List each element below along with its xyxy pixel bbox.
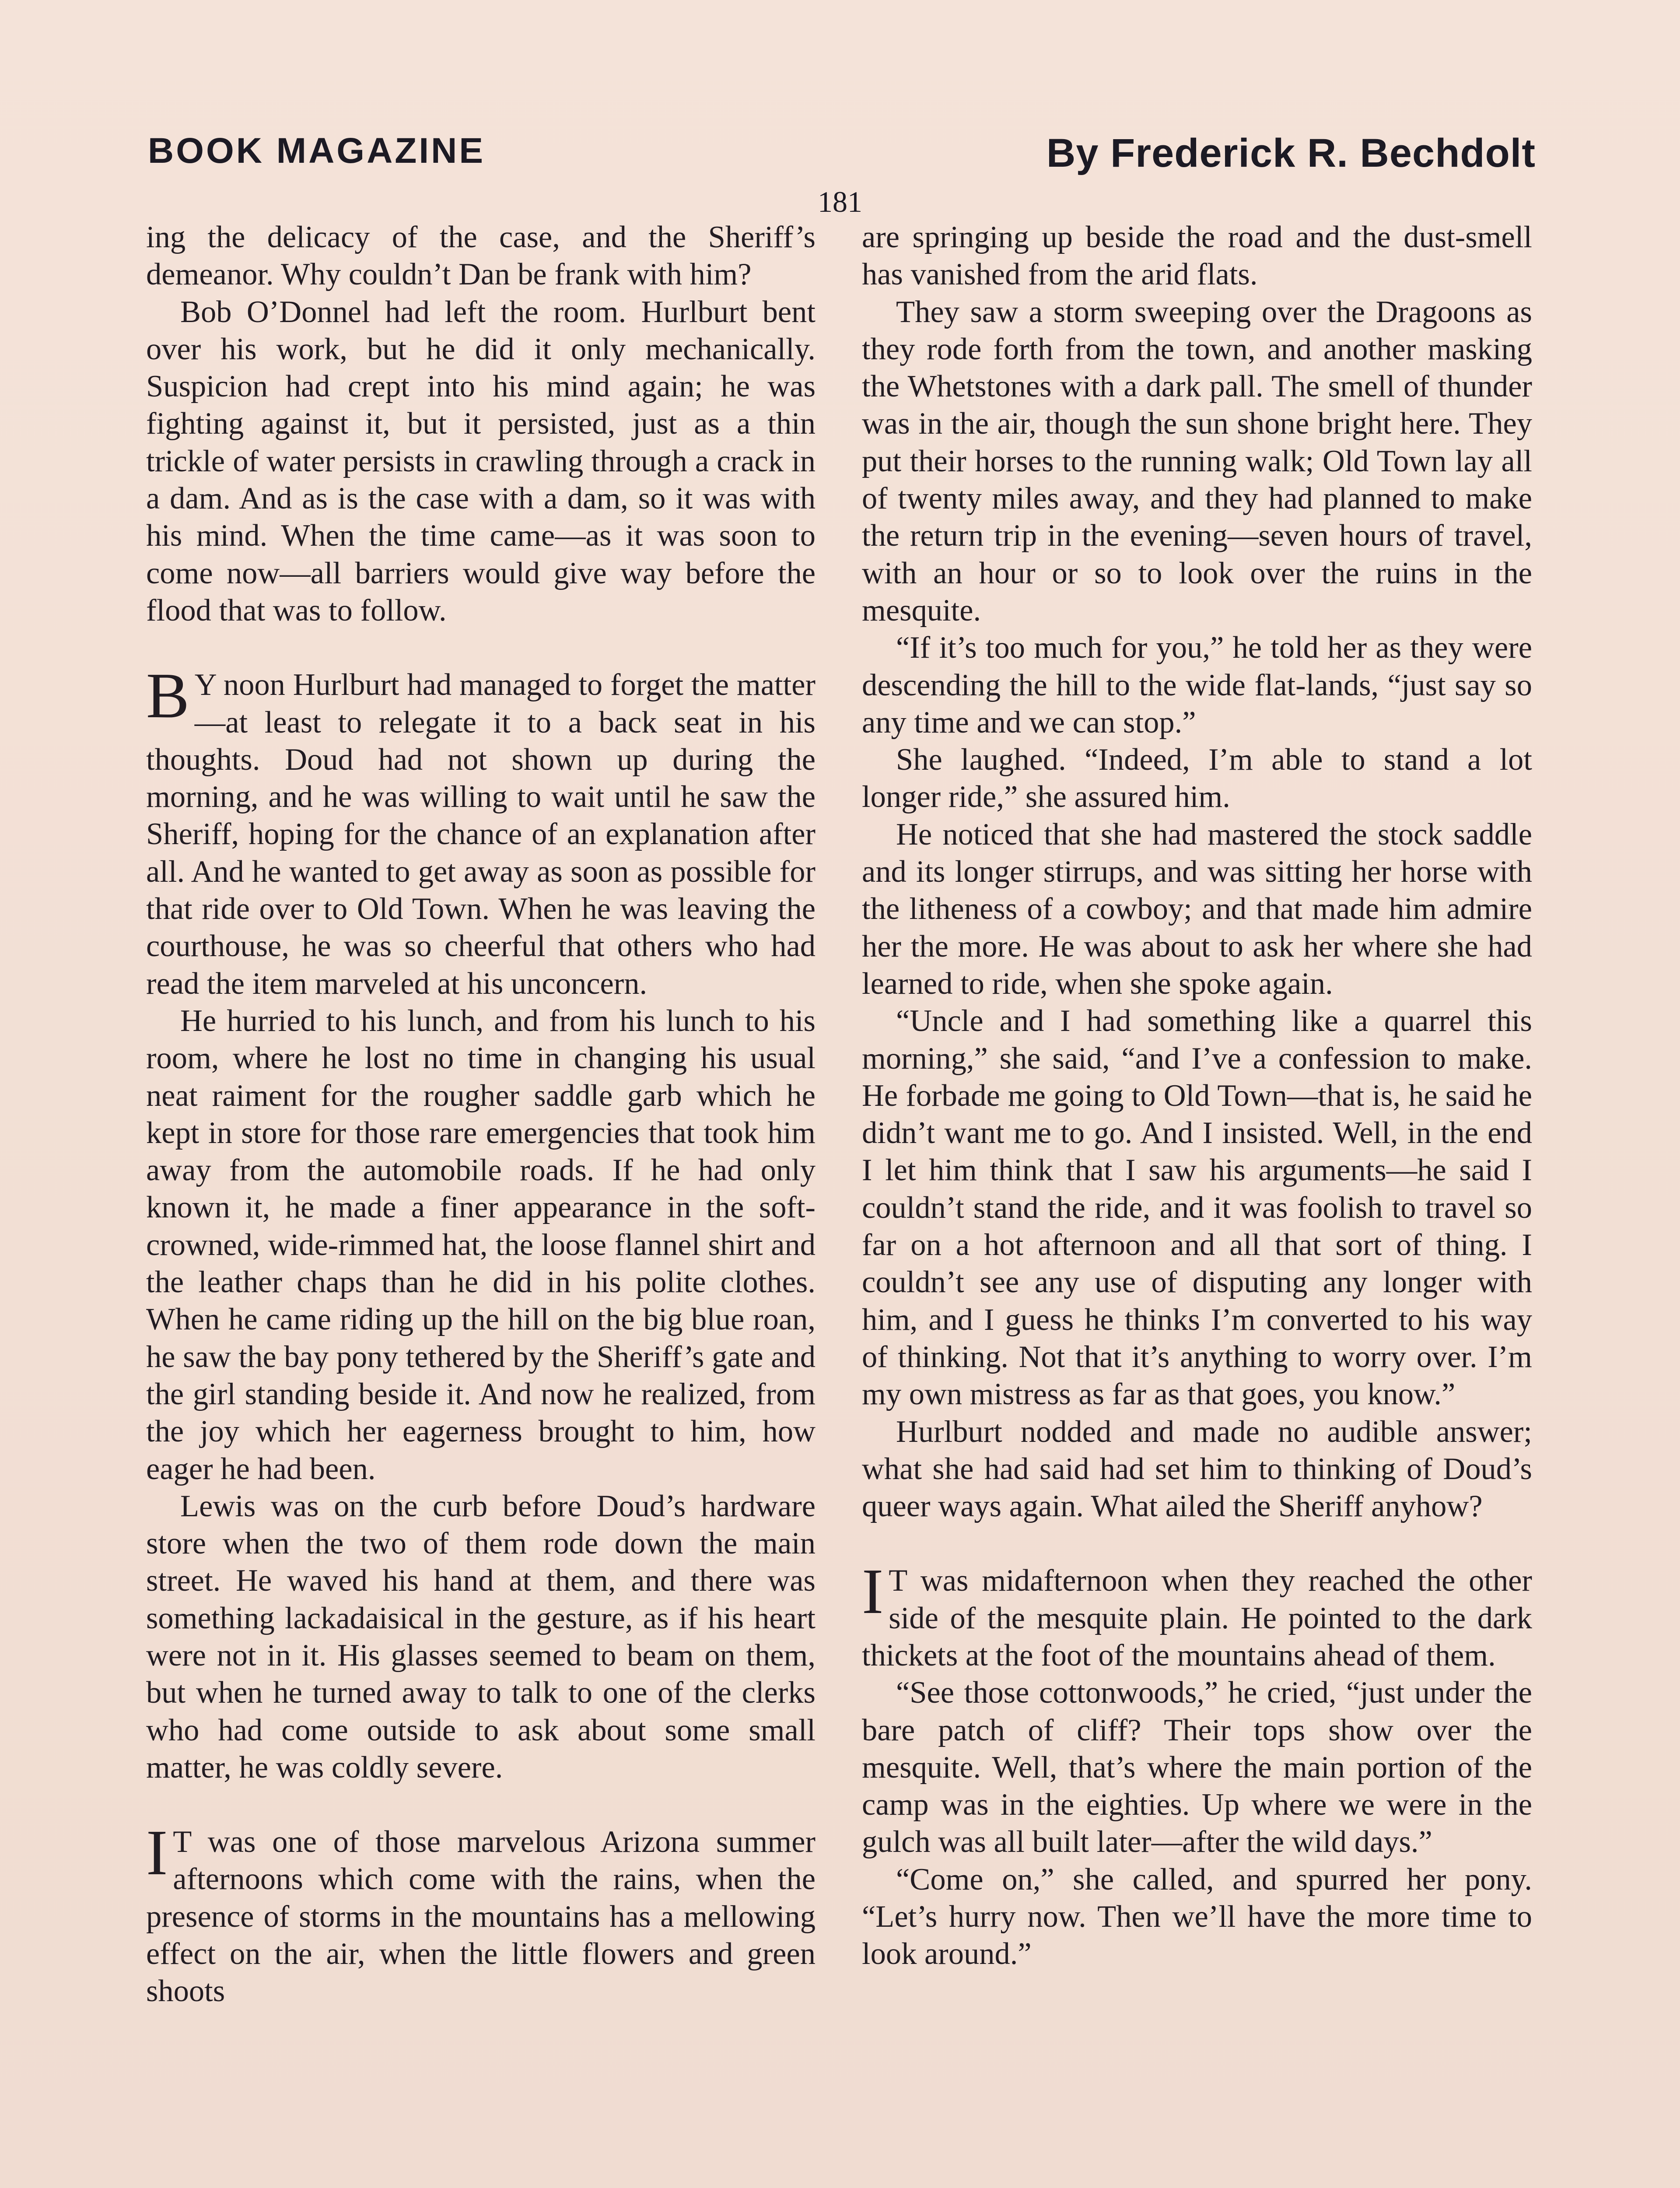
paragraph: Hurlburt nodded and made no audible answer; what she had said had set him to thinking of Doud’s queer ways again. What ailed the Sheriff anyhow? <box>862 1414 1532 1524</box>
paragraph: Bob O’Donnel had left the room. Hurlburt bent over his work, but he did it only mechanically. Suspicion had crept into his mind again; he was fighting against it, but it persisted, just as a thin trickle of water persists in crawling through a crack in a dam. And as is the case with a dam, so it was with his mind. When the time came—as it was soon to come now—all barriers would give way before the flood that was to follow. <box>146 295 816 628</box>
paragraph: “See those cottonwoods,” he cried, “just under the bare patch of cliff? Their tops show over the mesquite. Well, that’s where the main portion of the camp was in the eighties. Up where we were in the gulch was all built later—after the wild days.” <box>862 1676 1532 1859</box>
paragraph: He noticed that she had mastered the stock saddle and its longer stirrups, and was sitting her horse with the litheness of a cowboy; and that made him admire her the more. He was about to ask her where she had learned to ride, when she spoke again. <box>862 817 1532 1001</box>
paragraph: She laughed. “Indeed, I’m able to stand a lot longer ride,” she assured him. <box>862 743 1532 814</box>
section-paragraph <box>146 1817 816 2010</box>
section-paragraph <box>146 660 816 1003</box>
paragraph-text: Y noon Hurlburt had managed to forget the matter—at least to relegate it to a back seat in his thoughts. Doud had not shown up during the morning, and he was willing to wait until he saw the Sheriff, hoping for the chance of an explanation after all. And he wanted to get away as soon as possible for that ride over to Old Town. When he was leaving the courthouse, he was so cheerful that others who had read the item marveled at his unconcern. <box>146 668 816 1001</box>
right-column <box>862 219 1532 1973</box>
drop-cap: B <box>146 660 189 732</box>
magazine-title: BOOK MAGAZINE <box>148 131 486 171</box>
paragraph: “Uncle and I had something like a quarrel this morning,” she said, “and I’ve a confession to make. He forbade me going to Old Town—that is, he said he didn’t want me to go. And I insisted. Well, in the end I let him think that I saw his arguments—he said I couldn’t stand the ride, and it was foolish to travel so far on a hot afternoon and all that sort of thing. I couldn’t see any use of disputing any longer with him, and I guess he thinks I’m converted to his way of thinking. Not that it’s anything to worry over. I’m my own mistress as far as that goes, you know.” <box>862 1004 1532 1412</box>
page-number: 181 <box>818 185 862 218</box>
paragraph: He hurried to his lunch, and from his lunch to his room, where he lost no time in changing his usual neat raiment for the rougher saddle garb which he kept in store for those rare emergencies that took him away from the automobile roads. If he had only known it, he made a finer appearance in the soft-crowned, wide-rimmed hat, the loose flannel shirt and the leather chaps than he did in his polite clothes. When he came riding up the hill on the big blue roan, he saw the bay pony tethered by the Sheriff’s gate and the girl standing beside it. And now he realized, from the joy which her eagerness brought to him, how eager he had been. <box>146 1003 816 1486</box>
paragraph: They saw a storm sweeping over the Dragoons as they rode forth from the town, and another masking the Whetstones with a dark pall. The smell of thunder was in the air, though the sun shone bright here. They put their horses to the running walk; Old Town lay all of twenty miles away, and they had planned to make the return trip in the evening—seven hours of travel, with an hour or so to look over the ruins in the mesquite. <box>862 295 1532 628</box>
paragraph-text: T was midafternoon when they reached the other side of the mesquite plain. He pointed to the dark thickets at the foot of the mountains ahead of them. <box>862 1564 1532 1673</box>
drop-cap: I <box>862 1556 884 1628</box>
paragraph: Lewis was on the curb before Doud’s hardware store when the two of them rode down the main street. He waved his hand at them, and there was something lackadaisical in the gesture, as if his heart were not in it. His glasses seemed to beam on them, but when he turned away to talk to one of the clerks who had come outside to ask about some small matter, he was coldly severe. <box>146 1489 816 1785</box>
section-paragraph <box>862 1556 1532 1674</box>
paragraph: are springing up beside the road and the dust-smell has vanished from the arid flats. <box>862 220 1532 292</box>
paragraph: “If it’s too much for you,” he told her as they were descending the hill to the wide flat-lands, “just say so any time and we can stop.” <box>862 631 1532 740</box>
left-column <box>146 219 816 2010</box>
author-byline: By Frederick R. Bechdolt <box>1046 131 1536 175</box>
paragraph-text: T was one of those marvelous Arizona summer afternoons which come with the rains, when the presence of storms in the mountains has a mellowing effect on the air, when the little flowers and green shoots <box>146 1825 816 2009</box>
paragraph: ing the delicacy of the case, and the Sheriff’s demeanor. Why couldn’t Dan be frank with him? <box>146 220 816 292</box>
drop-cap: I <box>146 1817 168 1889</box>
paragraph: “Come on,” she called, and spurred her pony. “Let’s hurry now. Then we’ll have the more time to look around.” <box>862 1862 1532 1971</box>
